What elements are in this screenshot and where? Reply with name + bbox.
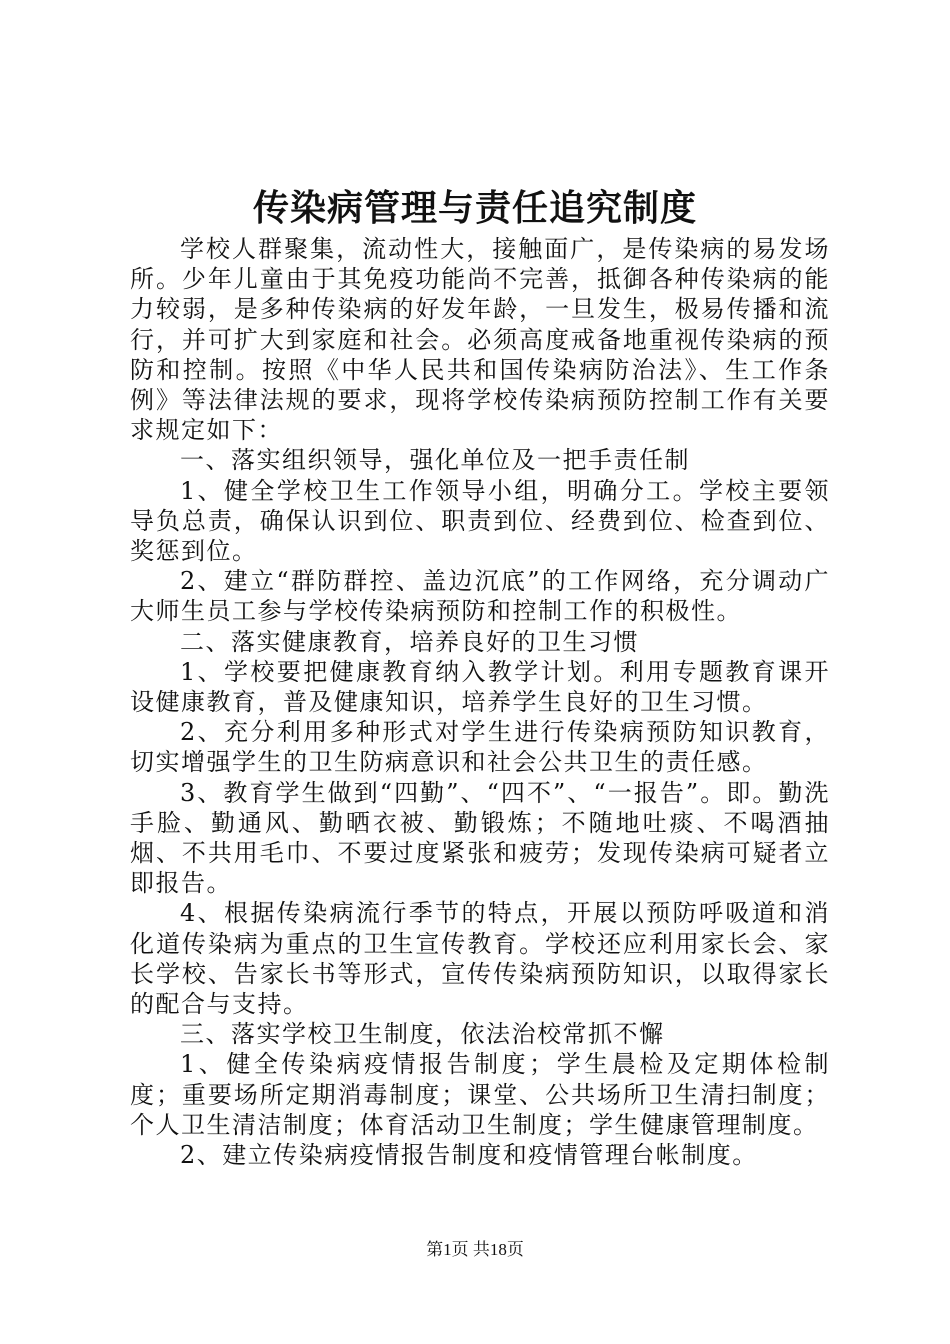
- paragraph-1-1: 1、健全学校卫生工作领导小组，明确分工。学校主要领导负总责，确保认识到位、职责到位、经费到位、检查到位、奖惩到位。: [130, 476, 830, 566]
- document-body: [130, 234, 830, 1170]
- section-heading-2: 二、落实健康教育，培养良好的卫生习惯: [180, 627, 639, 656]
- paragraph-2-4: 4、根据传染病流行季节的特点，开展以预防呼吸道和消化道传染病为重点的卫生宣传教育。学校还应利用家长会、家长学校、告家长书等形式，宣传传染病预防知识，以取得家长的配合与支持。: [130, 899, 830, 1019]
- paragraph-1-2: 2、建立“群防群控、盖边沉底”的工作网络，充分调动广大师生员工参与学校传染病预防和控制工作的积极性。: [130, 567, 830, 626]
- section-heading-1: 一、落实组织领导，强化单位及一把手责任制: [180, 446, 690, 475]
- paragraph-intro: 学校人群聚集，流动性大，接触面广，是传染病的易发场所。少年儿童由于其免疫功能尚不完善，抵御各种传染病的能力较弱，是多种传染病的好发年龄，一旦发生，极易传播和流行，并可扩大到家庭和社会。必须高度戒备地重视传染病的预防和控制。按照《中华人民共和国传染病防治法》、生工作条例》等法律法规的要求，现将学校传染病预防控制工作有关要求规定如下：: [130, 235, 830, 445]
- paragraph-2-1: 1、学校要把健康教育纳入教学计划。利用专题教育课开设健康教育，普及健康知识，培养学生良好的卫生习惯。: [130, 657, 830, 717]
- paragraph-3-2: 2、建立传染病疫情报告制度和疫情管理台帐制度。: [180, 1141, 758, 1170]
- paragraph-2-2: 2、充分利用多种形式对学生进行传染病预防知识教育，切实增强学生的卫生防病意识和社会公共卫生的责任感。: [130, 718, 830, 777]
- document-title: 传染病管理与责任追究制度: [252, 187, 697, 229]
- paragraph-2-3: 3、教育学生做到“四勤”、“四不”、“一报告”。即。勤洗手脸、勤通风、勤晒衣被、勤锻炼；不随地吐痰、不喝酒抽烟、不共用毛巾、不要过度紧张和疲劳；发现传染病可疑者立即报告。: [130, 778, 830, 898]
- paragraph-3-1: 1、健全传染病疫情报告制度；学生晨检及定期体检制度；重要场所定期消毒制度；课堂、公共场所卫生清扫制度；个人卫生清洁制度；体育活动卫生制度；学生健康管理制度。: [130, 1050, 830, 1139]
- section-heading-3: 三、落实学校卫生制度，依法治校常抓不懈: [180, 1020, 665, 1049]
- page-number-footer: 第1页 共18页: [426, 1240, 524, 1259]
